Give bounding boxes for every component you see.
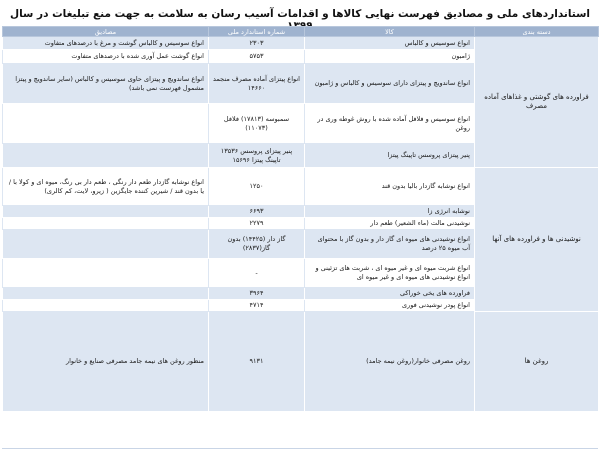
- group-cell-drinks: نوشیدنی ها و فراورده های آنها: [475, 168, 599, 312]
- standard-cell: گاز دار (۱۴۴۲۵) بدون گاز(۲۸۳۷): [209, 230, 305, 259]
- table-row: [3, 312, 599, 412]
- group-cell-oils: روغن ها: [475, 312, 599, 412]
- header-product: کالا: [305, 27, 475, 37]
- examples-cell: [3, 144, 209, 168]
- header-standard: شماره استاندارد ملی: [209, 27, 305, 37]
- examples-cell: [3, 104, 209, 144]
- table-row: [3, 168, 599, 206]
- group-cell-meat: فراورده های گوشتی و غذاهای آماده مصرف: [475, 37, 599, 168]
- examples-cell: [3, 218, 209, 230]
- product-cell: فراورده های یخی خوراکی: [305, 288, 475, 300]
- product-cell: انواع سوسیس و کالباس: [305, 37, 475, 50]
- product-cell: پنیر پیتزای پروسس تاپینگ پیتزا: [305, 144, 475, 168]
- table-header-row: [3, 27, 599, 37]
- standard-cell: -: [209, 259, 305, 288]
- examples-cell: انواع نوشابه گازدار طعم دار رنگی ، طعم دار بی رنگ، میوه ای و کولا با /یا بدون قند / شیرین کننده جایگزین ( زیرو، لایت، کم کالری): [3, 168, 209, 206]
- standard-cell: ۹۱۳۱: [209, 312, 305, 412]
- examples-cell: [3, 206, 209, 218]
- examples-cell: منظور روغن های نیمه جامد مصرفی صنایع و خانوار: [3, 312, 209, 412]
- product-cell: نوشیدنی مالت (ماء الشعیر) طعم دار: [305, 218, 475, 230]
- standard-cell: ۳۹۶۴: [209, 288, 305, 300]
- examples-cell: [3, 300, 209, 312]
- product-cell: انواع نوشابه گازدار بالیا بدون قند: [305, 168, 475, 206]
- standard-cell: ۶۶۹۳: [209, 206, 305, 218]
- header-category: دسته بندی: [475, 27, 599, 37]
- product-cell: نوشابه انرژی زا: [305, 206, 475, 218]
- standard-cell: ۴۷۱۴: [209, 300, 305, 312]
- examples-cell: انواع گوشت عمل آوری شده با درصدهای متفاوت: [3, 50, 209, 64]
- standard-cell: ۲۲۷۹: [209, 218, 305, 230]
- product-cell: انواع شربت میوه ای و غیر میوه ای ، شربت های تزئینی و انواع نوشیدنی های میوه ای و غیر میوه ای: [305, 259, 475, 288]
- bottom-divider: [2, 448, 598, 449]
- product-cell: روغن مصرفی خانوار(روغن نیمه جامد): [305, 312, 475, 412]
- examples-cell: [3, 259, 209, 288]
- standard-cell: ۲۳۰۳: [209, 37, 305, 50]
- product-cell: ژامبون: [305, 50, 475, 64]
- examples-cell: انواع سوسیس و کالباس گوشت و مرغ با درصدهای متفاوت: [3, 37, 209, 50]
- standard-cell: سمبوسه (۱۷۸۱۳) فلافل (۱۱۰۷۳): [209, 104, 305, 144]
- standard-cell: ۵۷۵۳: [209, 50, 305, 64]
- page-title: استانداردهای ملی و مصادیق فهرست نهایی کالاها و اقدامات آسیب رسان به سلامت به جهت منع تبلیغات در سال: [9, 8, 591, 20]
- product-cell: انواع نوشیدنی های میوه ای گاز دار و بدون گاز با محتوای آب میوه ۲۵ درصد: [305, 230, 475, 259]
- header-examples: مصادیق: [3, 27, 209, 37]
- standard-cell: پنیر پیتزای پروسس ۱۳۵۳۶ تاپینگ پیتزا ۱۵۶۹۶: [209, 144, 305, 168]
- standards-table: [2, 26, 599, 412]
- product-cell: انواع سوسیس و فلافل آماده شده با روش غوطه وری در روغن: [305, 104, 475, 144]
- standard-cell: ۱۲۵۰: [209, 168, 305, 206]
- examples-cell: [3, 288, 209, 300]
- examples-cell: انواع ساندویچ و پیتزای حاوی سوسیس و کالباس (سایر ساندویچ و پیتزا مشمول فهرست نمی باشد): [3, 64, 209, 104]
- product-cell: انواع پودر نوشیدنی فوری: [305, 300, 475, 312]
- table-row: [3, 37, 599, 50]
- product-cell: انواع ساندویچ و پیتزای دارای سوسیس و کالباس و ژامبون: [305, 64, 475, 104]
- standard-cell: انواع پیتزای آماده مصرف منجمد ۱۴۶۶۰: [209, 64, 305, 104]
- examples-cell: [3, 230, 209, 259]
